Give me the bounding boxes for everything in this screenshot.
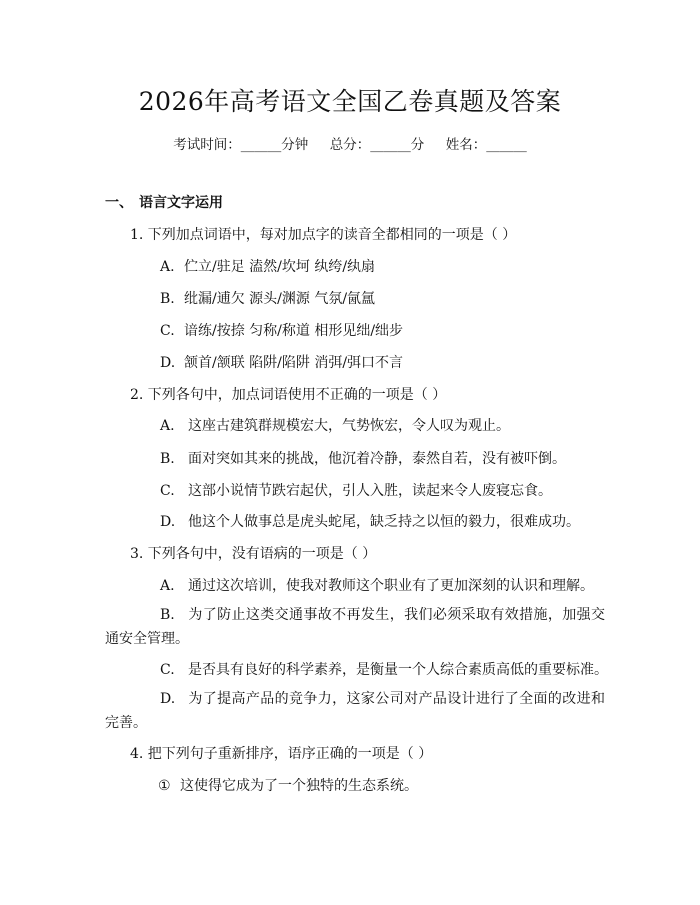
option-key: C. xyxy=(160,323,175,339)
item-text: 这使得它成为了一个独特的生态系统。 xyxy=(180,778,418,794)
question-2-stem: 2. 下列各句中，加点词语使用不正确的一项是（ ） xyxy=(130,387,447,403)
page-title: 2026年高考语文全国乙卷真题及答案 xyxy=(138,87,562,116)
option-key: D. xyxy=(160,355,176,371)
question-1-option-a xyxy=(160,256,375,276)
option-text: 伫立/驻足 溘然/坎坷 纨绔/纨扇 xyxy=(184,259,376,275)
question-1-option-c xyxy=(160,320,403,340)
option-key: D. xyxy=(160,514,176,530)
section-label: 语言文字运用 xyxy=(139,195,223,211)
item-key: ① xyxy=(158,778,171,794)
question-3-option-a xyxy=(160,575,594,595)
question-1-option-d xyxy=(160,352,403,372)
option-key: A. xyxy=(160,578,175,594)
option-key: B. xyxy=(160,607,175,623)
question-4-item-1 xyxy=(158,775,418,795)
question-1-stem: 1. 下列加点词语中，每对加点字的读音全都相同的一项是（ ） xyxy=(130,227,517,243)
section-number: 一、 xyxy=(105,195,133,211)
exam-meta: 考试时间：______分钟 总分：______分 姓名：______ xyxy=(173,137,527,153)
section-heading xyxy=(105,192,223,212)
option-text: 为了提高产品的竞争力，这家公司对产品设计进行了全面的改进和完善。 xyxy=(105,691,605,731)
question-2-option-a xyxy=(160,415,510,435)
question-3-stem: 3. 下列各句中，没有语病的一项是（ ） xyxy=(130,546,377,562)
option-key: C. xyxy=(160,483,175,499)
question-2-option-b xyxy=(160,448,566,468)
option-key: C. xyxy=(160,662,175,678)
option-text: 是否具有良好的科学素养，是衡量一个人综合素质高低的重要标准。 xyxy=(188,662,608,678)
option-text: 通过这次培训，使我对教师这个职业有了更加深刻的认识和理解。 xyxy=(188,578,594,594)
option-text: 面对突如其来的挑战，他沉着冷静，泰然自若，没有被吓倒。 xyxy=(188,451,566,467)
question-2-option-c xyxy=(160,480,552,500)
option-text: 为了防止这类交通事故不再发生，我们必须采取有效措施，加强交通安全管理。 xyxy=(105,607,605,647)
question-3-option-c xyxy=(160,659,608,679)
option-text: 他这个人做事总是虎头蛇尾，缺乏持之以恒的毅力，很难成功。 xyxy=(188,514,580,530)
question-4-stem: 4. 把下列句子重新排序，语序正确的一项是（ ） xyxy=(130,746,433,762)
option-key: B. xyxy=(160,291,175,307)
question-2-option-d xyxy=(160,511,580,531)
option-key: B. xyxy=(160,451,175,467)
option-key: A. xyxy=(160,259,175,275)
question-3-option-b xyxy=(105,603,605,651)
question-3-option-d xyxy=(105,687,605,735)
option-key: A. xyxy=(160,418,175,434)
option-text: 这座古建筑群规模宏大，气势恢宏，令人叹为观止。 xyxy=(188,418,510,434)
option-key: D. xyxy=(160,691,176,707)
option-text: 这部小说情节跌宕起伏，引人入胜，读起来令人废寝忘食。 xyxy=(188,483,552,499)
question-1-option-b xyxy=(160,288,375,308)
option-text: 颔首/颔联 陷阱/陷阱 消弭/弭口不言 xyxy=(184,355,404,371)
option-text: 谙练/按捺 匀称/称道 相形见绌/绌步 xyxy=(184,323,404,339)
option-text: 纰漏/逋欠 源头/渊源 气氛/氤氲 xyxy=(184,291,376,307)
